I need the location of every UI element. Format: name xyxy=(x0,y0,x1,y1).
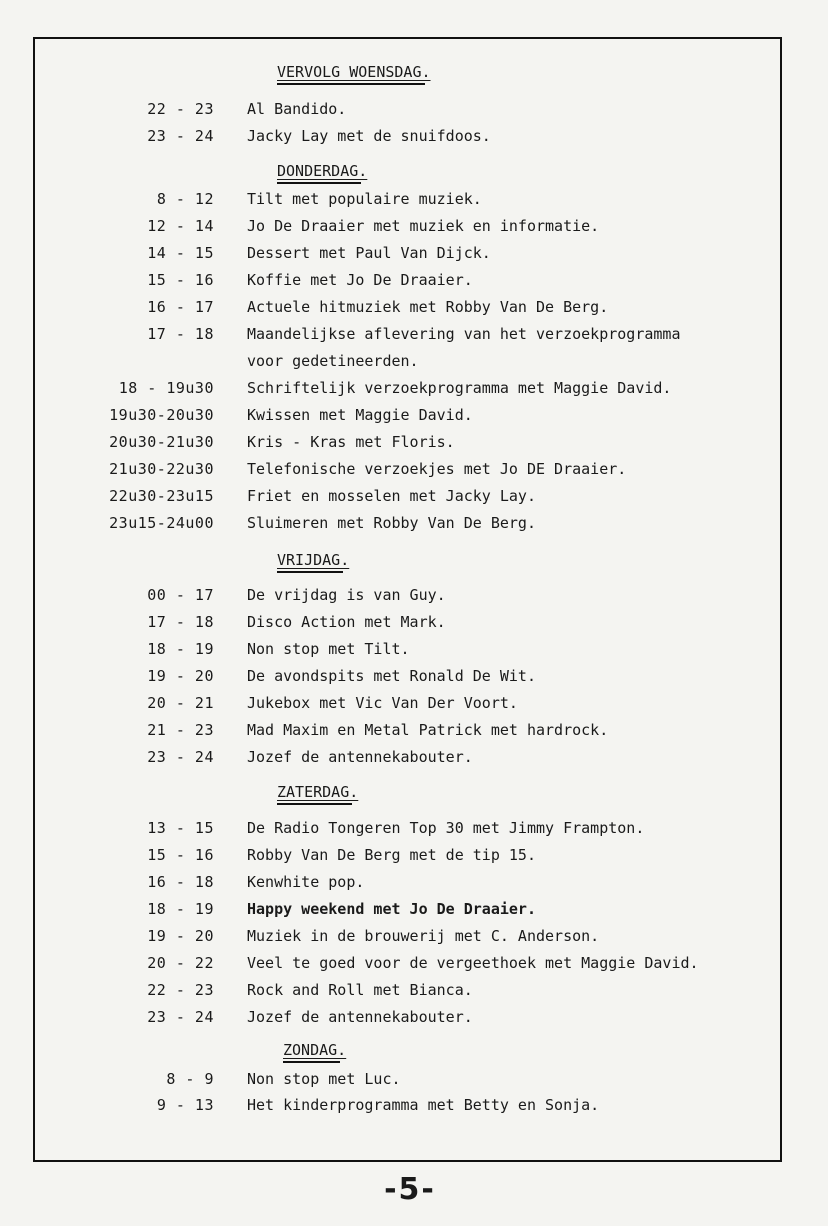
section-heading-zondag: ZONDAG. xyxy=(35,1037,780,1064)
section-heading-woensdag: VERVOLG WOENSDAG. xyxy=(35,59,780,86)
schedule-frame xyxy=(33,37,782,1162)
schedule-row: 9 - 13 Het kinderprogramma met Betty en Sonja. xyxy=(156,1096,600,1114)
schedule-row: 12 - 14 Jo De Draaier met muziek en informatie. xyxy=(147,217,600,235)
schedule-row: 21u30-22u30 Telefonische verzoekjes met Jo DE Draaier. xyxy=(109,460,627,478)
schedule-row: 23 - 24 Jozef de antennekabouter. xyxy=(147,1008,473,1026)
schedule-row: 20 - 21 Jukebox met Vic Van Der Voort. xyxy=(147,694,518,712)
schedule-row: 19 - 20 De avondspits met Ronald De Wit. xyxy=(147,667,536,685)
schedule-row: 19 - 20 Muziek in de brouwerij met C. Anderson. xyxy=(147,927,600,945)
section-heading-zaterdag: ZATERDAG. xyxy=(35,779,780,806)
schedule-row: 15 - 16 Robby Van De Berg met de tip 15. xyxy=(147,846,536,864)
schedule-row: 21 - 23 Mad Maxim en Metal Patrick met hardrock. xyxy=(147,721,609,739)
schedule-row: 18 - 19 Happy weekend met Jo De Draaier. xyxy=(147,900,536,918)
section-heading-vrijdag: VRIJDAG. xyxy=(35,547,780,574)
schedule-row: 16 - 17 Actuele hitmuziek met Robby Van De Berg. xyxy=(147,298,609,316)
schedule-row: 8 - 12 Tilt met populaire muziek. xyxy=(156,190,482,208)
schedule-row: 22 - 23 Rock and Roll met Bianca. xyxy=(147,981,473,999)
schedule-row: 18 - 19 Non stop met Tilt. xyxy=(147,640,410,658)
schedule-row: 22 - 23 Al Bandido. xyxy=(147,100,347,118)
schedule-row: 22u30-23u15 Friet en mosselen met Jacky Lay. xyxy=(109,487,536,505)
schedule-row: 23 - 24 Jozef de antennekabouter. xyxy=(147,748,473,766)
schedule-row: 23u15-24u00 Sluimeren met Robby Van De Berg. xyxy=(109,514,536,532)
schedule-row: 16 - 18 Kenwhite pop. xyxy=(147,873,365,891)
schedule-row: 13 - 15 De Radio Tongeren Top 30 met Jimmy Frampton. xyxy=(147,819,645,837)
schedule-row: 20u30-21u30 Kris - Kras met Floris. xyxy=(109,433,455,451)
schedule-row: 19u30-20u30 Kwissen met Maggie David. xyxy=(109,406,473,424)
schedule-row: 14 - 15 Dessert met Paul Van Dijck. xyxy=(147,244,491,262)
schedule-row: voor gedetineerden. xyxy=(247,352,419,370)
page-number: -5- xyxy=(384,1172,436,1207)
schedule-row: 18 - 19u30 Schriftelijk verzoekprogramma met Maggie David. xyxy=(118,379,672,397)
schedule-row: 15 - 16 Koffie met Jo De Draaier. xyxy=(147,271,473,289)
schedule-row: 17 - 18 Disco Action met Mark. xyxy=(147,613,446,631)
schedule-row: 23 - 24 Jacky Lay met de snuifdoos. xyxy=(147,127,491,145)
schedule-row: 8 - 9 Non stop met Luc. xyxy=(166,1070,401,1088)
schedule-row: 17 - 18 Maandelijkse aflevering van het verzoekprogramma xyxy=(147,325,681,343)
schedule-row: 20 - 22 Veel te goed voor de vergeethoek met Maggie David. xyxy=(147,954,699,972)
section-heading-donderdag: DONDERDAG. xyxy=(35,158,780,185)
schedule-row: 00 - 17 De vrijdag is van Guy. xyxy=(147,586,446,604)
